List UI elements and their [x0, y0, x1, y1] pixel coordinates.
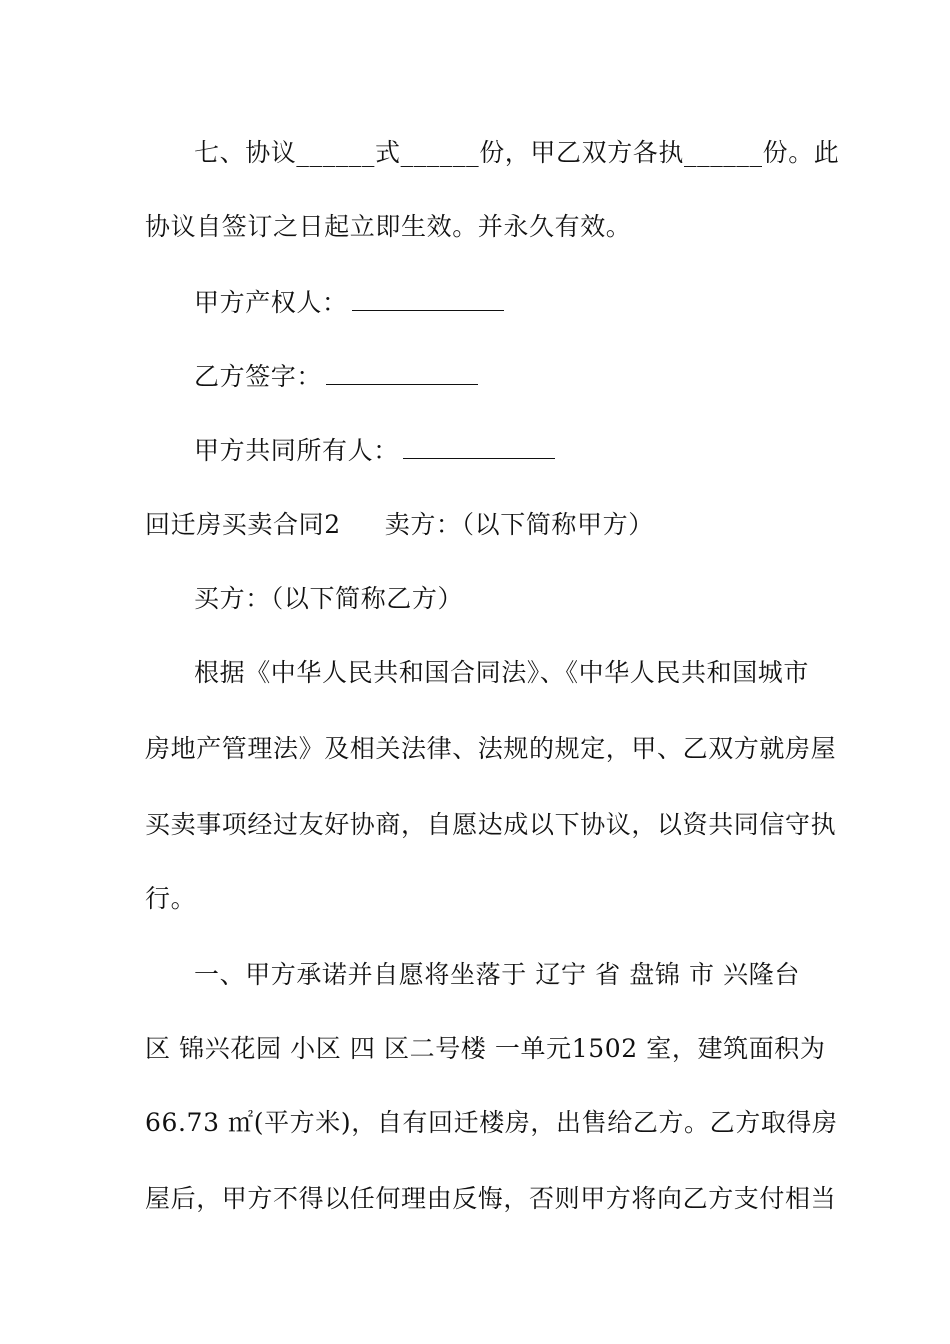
party-a-owner-signature-blank: [352, 286, 504, 311]
party-b-signature-blank: [326, 360, 478, 385]
seller-label: 卖方：（以下简称甲方）: [384, 510, 654, 539]
preamble-line-4: 行。: [145, 884, 197, 913]
clause-seven-line-1: 七、协议______式______份，甲乙双方各执______份。此: [194, 138, 840, 167]
party-b-signature-line: [194, 360, 478, 394]
preamble-line-2: 房地产管理法》及相关法律、法规的规定，甲、乙双方就房屋: [145, 734, 837, 763]
party-a-owner-label: 甲方产权人：: [194, 288, 348, 317]
clause-one-line-2: 区 锦兴花园 小区 四 区二号楼 一单元1502 室，建筑面积为: [145, 1034, 826, 1063]
clause-one-line-1: 一、甲方承诺并自愿将坐落于 辽宁 省 盘锦 市 兴隆台: [194, 960, 800, 989]
preamble-line-1: 根据《中华人民共和国合同法》、《中华人民共和国城市: [194, 658, 810, 687]
contract-heading-line: [145, 508, 654, 542]
clause-one-line-4: 屋后，甲方不得以任何理由反悔，否则甲方将向乙方支付相当: [145, 1184, 837, 1213]
contract-title: 回迁房买卖合同2: [145, 510, 341, 539]
party-a-co-owner-label: 甲方共同所有人：: [194, 436, 399, 465]
preamble-line-3: 买卖事项经过友好协商，自愿达成以下协议，以资共同信守执: [145, 810, 837, 839]
clause-seven-line-2: 协议自签订之日起立即生效。并永久有效。: [145, 212, 632, 241]
clause-one-line-3: 66.73 ㎡(平方米)，自有回迁楼房，出售给乙方。乙方取得房: [145, 1108, 838, 1137]
party-a-co-owner-signature-blank: [403, 434, 555, 459]
party-b-signature-label: 乙方签字：: [194, 362, 323, 391]
buyer-label: 买方：（以下简称乙方）: [194, 584, 464, 613]
party-a-owner-line: [194, 286, 504, 320]
party-a-co-owner-line: [194, 434, 555, 468]
